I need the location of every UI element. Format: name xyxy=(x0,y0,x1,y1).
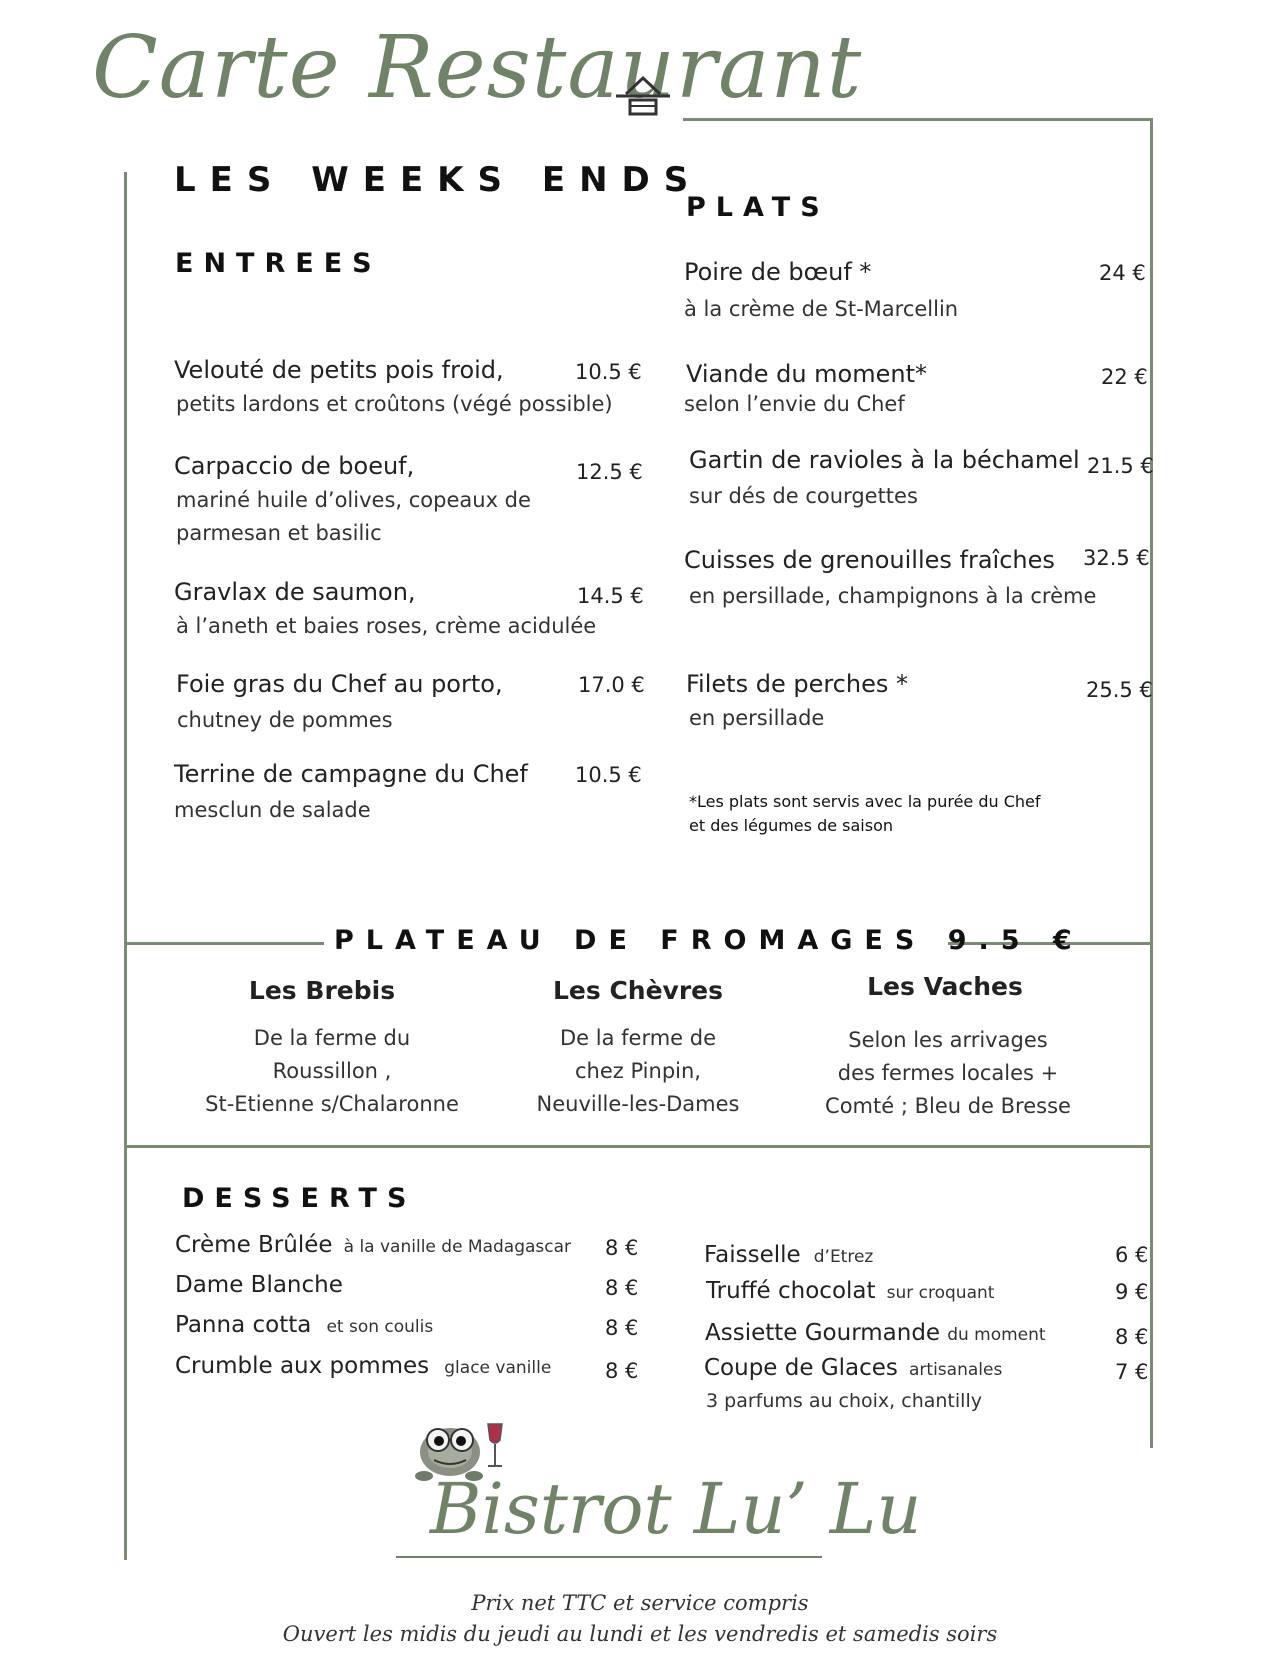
frame-right-line xyxy=(1150,118,1153,1448)
dessert-extra: artisanales xyxy=(909,1360,1003,1380)
plat-name: Cuisses de grenouilles fraîches xyxy=(684,546,1055,574)
plat-name: Gartin de ravioles à la béchamel xyxy=(689,446,1080,474)
entree-name: Terrine de campagne du Chef xyxy=(174,760,528,788)
dessert-row xyxy=(706,1278,994,1304)
dessert-price: 7 € xyxy=(1115,1360,1149,1384)
plat-name: Viande du moment* xyxy=(686,360,928,388)
entree-name: Velouté de petits pois froid, xyxy=(174,356,504,384)
dessert-row xyxy=(704,1355,1002,1381)
plat-price: 32.5 € xyxy=(1083,546,1150,570)
footer-line-1: Prix net TTC et service compris xyxy=(471,1591,809,1615)
page-title: Carte Restaurant xyxy=(92,18,863,118)
entree-price: 17.0 € xyxy=(578,673,645,697)
dessert-row xyxy=(175,1272,343,1298)
dessert-name: Faisselle xyxy=(704,1242,801,1268)
plat-desc: en persillade xyxy=(689,706,825,730)
dessert-name: Dame Blanche xyxy=(175,1272,343,1298)
dessert-price: 6 € xyxy=(1115,1243,1149,1267)
plat-price: 25.5 € xyxy=(1086,678,1153,702)
dessert-extra: du moment xyxy=(947,1325,1046,1345)
plat-desc: en persillade, champignons à la crème xyxy=(689,584,1097,608)
dessert-extra: sur croquant xyxy=(886,1283,995,1303)
plat-desc: selon l’envie du Chef xyxy=(684,392,905,416)
plat-name: Poire de bœuf * xyxy=(684,258,872,286)
entree-desc: chutney de pommes xyxy=(177,708,393,732)
dessert-name: Crumble aux pommes xyxy=(175,1353,430,1379)
entree-name: Foie gras du Chef au porto, xyxy=(176,670,503,698)
frame-left-line xyxy=(124,172,127,1560)
brand-underline xyxy=(396,1556,822,1558)
cheese-title: Les Vaches xyxy=(867,972,1023,1001)
fromages-bottom-line xyxy=(124,1145,1153,1148)
plat-name: Filets de perches * xyxy=(686,670,908,698)
entree-price: 10.5 € xyxy=(575,763,642,787)
entrees-heading: ENTREES xyxy=(175,248,382,279)
dessert-extra: glace vanille xyxy=(444,1358,552,1378)
plat-desc: sur dés de courgettes xyxy=(689,484,918,508)
dessert-name: Crème Brûlée xyxy=(175,1232,333,1258)
dessert-price: 8 € xyxy=(605,1236,639,1260)
dessert-row xyxy=(704,1242,873,1268)
house-icon xyxy=(616,72,670,116)
dessert-row xyxy=(175,1232,571,1258)
entree-price: 12.5 € xyxy=(576,460,643,484)
plats-note: *Les plats sont servis avec la purée du Chef xyxy=(689,792,1041,811)
cheese-desc: De la ferme du Roussillon , St-Etienne s/Chalaronne xyxy=(205,1026,459,1116)
entree-name: Gravlax de saumon, xyxy=(174,578,416,606)
dessert-note: 3 parfums au choix, chantilly xyxy=(706,1390,982,1412)
dessert-price: 9 € xyxy=(1115,1280,1149,1304)
entree-price: 14.5 € xyxy=(577,584,644,608)
plats-heading: PLATS xyxy=(686,192,830,223)
desserts-heading: DESSERTS xyxy=(182,1183,417,1214)
dessert-name: Coupe de Glaces xyxy=(704,1355,898,1381)
entree-desc: petits lardons et croûtons (végé possible) xyxy=(176,392,613,416)
dessert-extra: à la vanille de Madagascar xyxy=(343,1237,572,1257)
entree-desc: à l’aneth et baies roses, crème acidulée xyxy=(176,614,597,638)
entree-price: 10.5 € xyxy=(575,360,642,384)
dessert-price: 8 € xyxy=(605,1316,639,1340)
footer-line-2: Ouvert les midis du jeudi au lundi et les vendredis et samedis soirs xyxy=(282,1622,998,1646)
dessert-row xyxy=(175,1353,551,1379)
dessert-row xyxy=(175,1312,433,1338)
cheese-desc: De la ferme de chez Pinpin, Neuville-les-Dames xyxy=(536,1026,740,1116)
entree-name: Carpaccio de boeuf, xyxy=(174,452,415,480)
plat-desc: à la crème de St-Marcellin xyxy=(684,297,959,321)
entree-desc: parmesan et basilic xyxy=(176,521,382,545)
dessert-price: 8 € xyxy=(605,1359,639,1383)
dessert-extra: d’Etrez xyxy=(813,1247,874,1267)
dessert-row xyxy=(705,1320,1046,1346)
cheese-title: Les Brebis xyxy=(248,976,396,1005)
plats-note: et des légumes de saison xyxy=(689,816,893,835)
fromages-top-line-left xyxy=(124,942,324,945)
dessert-price: 8 € xyxy=(1115,1325,1149,1349)
plat-price: 24 € xyxy=(1099,261,1146,285)
fromages-heading: PLATEAU DE FROMAGES 9.5 € xyxy=(334,925,1084,956)
cheese-desc: Selon les arrivages des fermes locales + Comté ; Bleu de Bresse xyxy=(825,1028,1071,1118)
entree-desc: mariné huile d’olives, copeaux de xyxy=(176,488,531,512)
plat-price: 22 € xyxy=(1101,365,1148,389)
frame-top-line xyxy=(683,118,1153,121)
entree-desc: mesclun de salade xyxy=(174,798,371,822)
dessert-name: Truffé chocolat xyxy=(706,1278,876,1304)
cheese-title: Les Chèvres xyxy=(552,976,724,1005)
dessert-extra: et son coulis xyxy=(326,1317,434,1337)
page-subtitle: LES WEEKS ENDS xyxy=(174,160,703,200)
plat-price: 21.5 € xyxy=(1087,454,1154,478)
dessert-name: Panna cotta xyxy=(175,1312,312,1338)
dessert-price: 8 € xyxy=(605,1276,639,1300)
brand-name: Bistrot Lu’ Lu xyxy=(430,1468,922,1550)
dessert-name: Assiette Gourmande xyxy=(705,1320,941,1346)
